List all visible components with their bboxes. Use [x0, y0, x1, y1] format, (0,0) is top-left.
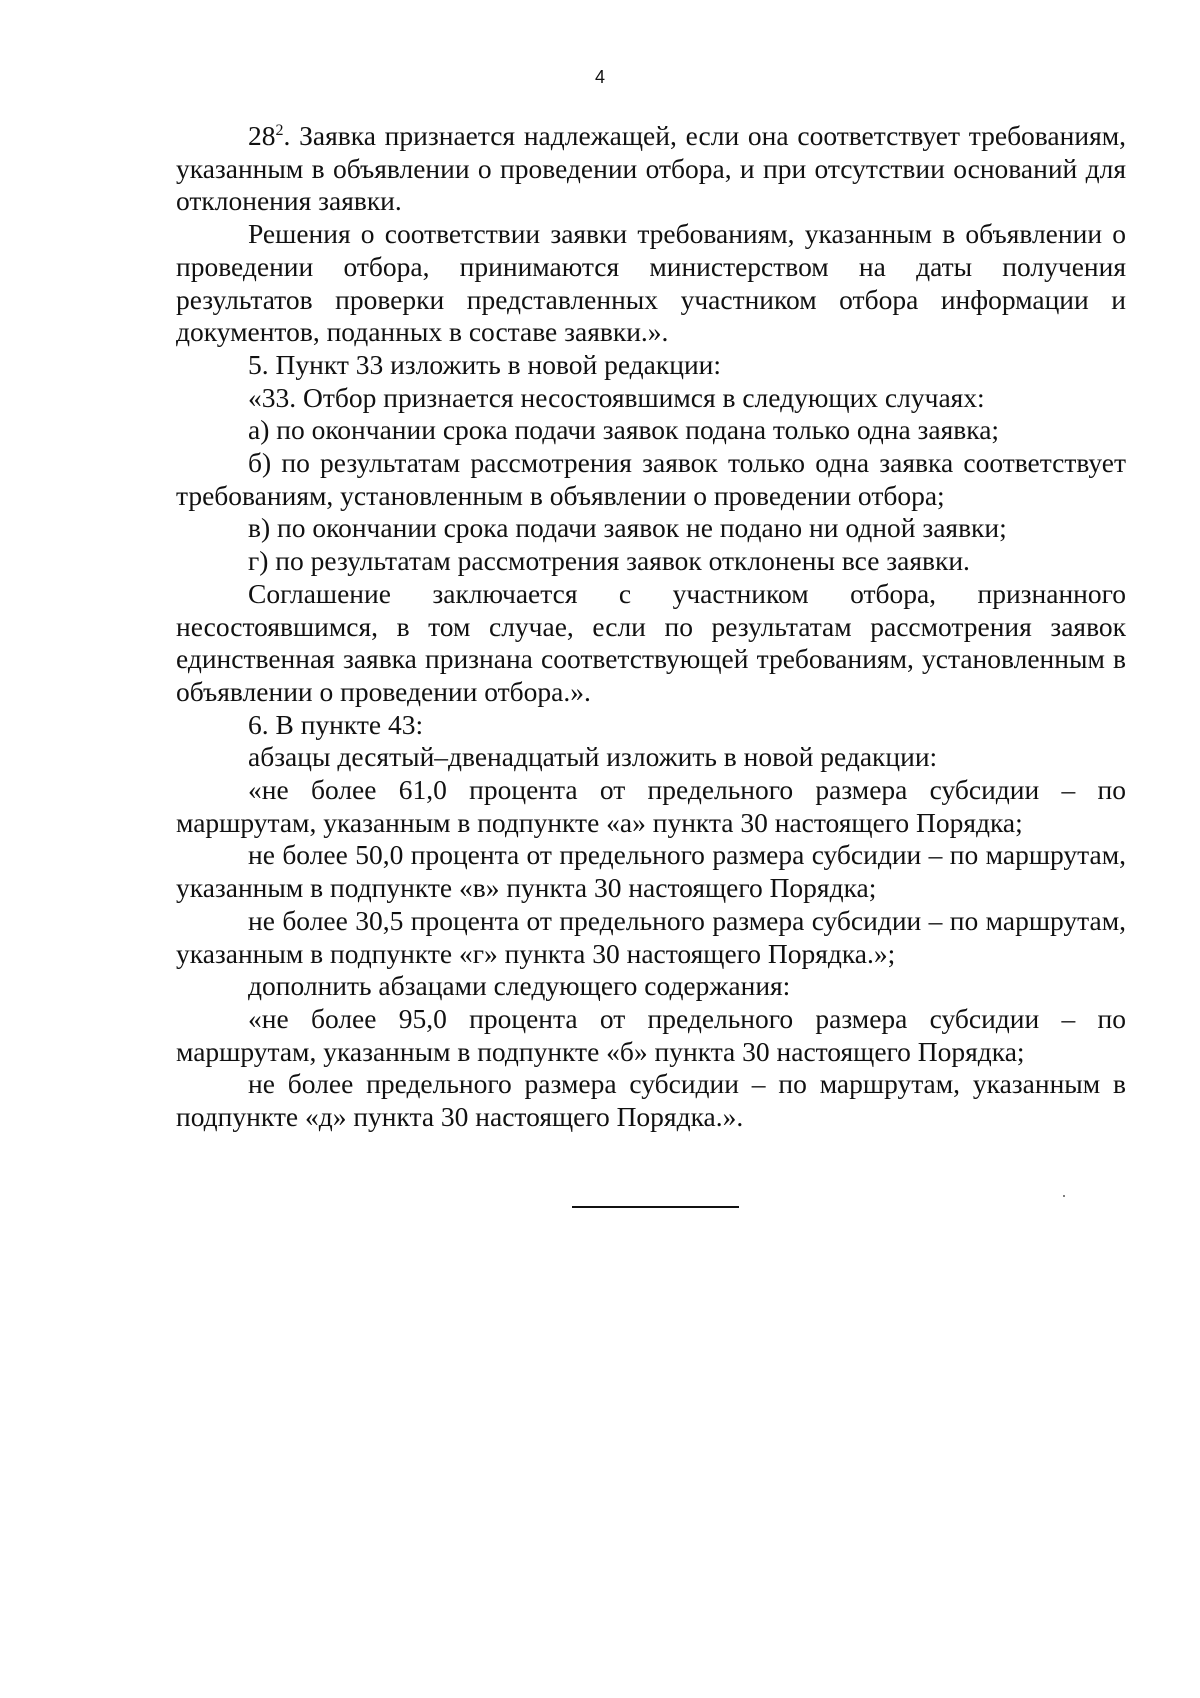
subparagraph-v: в) по окончании срока подачи заявок не подано ни одной заявки; — [248, 512, 1007, 544]
page-number: 4 — [594, 67, 605, 87]
paragraph-limit-95: «не более 95,0 процента от предельного размера субсидии – по маршрутам, указанным в подпункте «б» пункта 30 настоящего Порядка; — [176, 1002, 1126, 1067]
end-separator-rule — [572, 1206, 739, 1208]
subparagraph-a: а) по окончании срока подачи заявок подана только одна заявка; — [248, 414, 1000, 446]
paragraph-item-5: 5. Пункт 33 изложить в новой редакции: — [248, 348, 722, 380]
paragraph-text: . Заявка признается надлежащей, если она соответствует требованиям, указанным в объявлении о проведении отбора, и при отсутствии оснований для отклонения заявки. — [176, 120, 1126, 217]
paragraph-decision: Решения о соответствии заявки требованиям, указанным в объявлении о проведении отбора, принимаются министерством на даты получения результатов проверки представленных участником отбора информации и документов, поданных в составе заявки.». — [176, 218, 1126, 348]
subparagraph-b: б) по результатам рассмотрения заявок только одна заявка соответствует требованиям, установленным в объявлении о проведении отбора; — [176, 447, 1126, 511]
document-body — [176, 120, 1126, 1134]
paragraph-limit-max: не более предельного размера субсидии – по маршрутам, указанным в подпункте «д» пункта 30 настоящего Порядка.». — [176, 1068, 1126, 1133]
paragraph-clause-33: «33. Отбор признается несостоявшимся в следующих случаях: — [248, 381, 985, 413]
clause-superscript: 2 — [275, 121, 284, 139]
paragraph-amend-10-12: абзацы десятый–двенадцатый изложить в новой редакции: — [248, 741, 938, 773]
paragraph-supplement: дополнить абзацами следующего содержания: — [248, 970, 791, 1002]
subparagraph-g: г) по результатам рассмотрения заявок отклонены все заявки. — [248, 545, 970, 577]
paragraph-agreement: Соглашение заключается с участником отбора, признанного несостоявшимся, в том случае, если по результатам рассмотрения заявок единственная заявка признана соответствующей требованиям, установленным в объявлении о проведении отбора.». — [176, 577, 1126, 707]
paragraph-limit-50: не более 50,0 процента от предельного размера субсидии – по маршрутам, указанным в подпункте «в» пункта 30 настоящего Порядка; — [176, 839, 1126, 904]
paragraph-limit-61: «не более 61,0 процента от предельного размера субсидии – по маршрутам, указанным в подпункте «а» пункта 30 настоящего Порядка; — [176, 774, 1126, 838]
paragraph-limit-30-5: не более 30,5 процента от предельного размера субсидии – по маршрутам, указанным в подпункте «г» пункта 30 настоящего Порядка.»; — [176, 904, 1126, 969]
scan-speck — [1063, 1195, 1065, 1197]
paragraph-28-2 — [176, 120, 1126, 218]
paragraph-item-6: 6. В пункте 43: — [248, 708, 424, 740]
clause-number: 28 — [248, 120, 276, 151]
